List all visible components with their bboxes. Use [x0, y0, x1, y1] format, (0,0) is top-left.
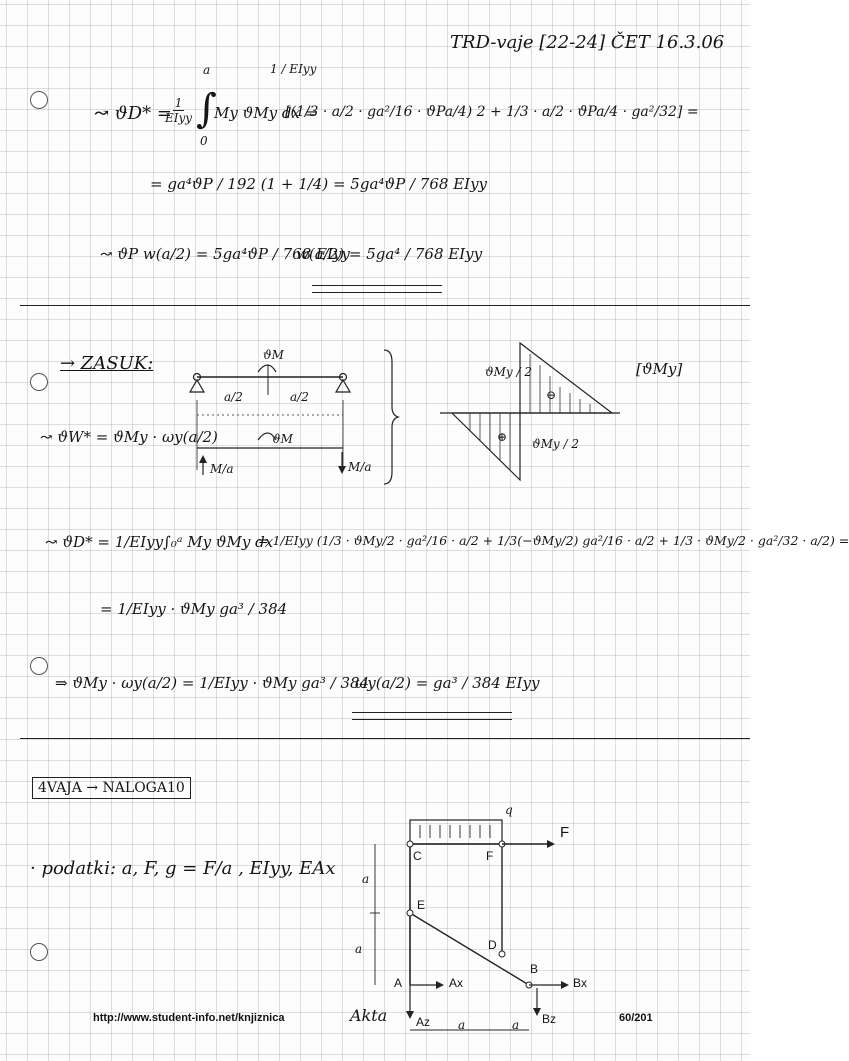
- zasuk-label: → ZASUK:: [60, 353, 154, 374]
- point-B-label: B: [530, 962, 539, 976]
- dim-a-bottom-right: a: [512, 1018, 520, 1032]
- eq4-integral: ∫₀ᵃ My 𝜗My dx: [163, 533, 274, 551]
- point-E-label: E: [417, 898, 426, 912]
- span-left-label: a/2: [224, 390, 243, 404]
- eq4-rhs: = 1/EIyy (1/3 · 𝜗My/2 · ga²/16 · a/2 + 1/3(−𝜗My/2) ga²/16 · a/2 + 1/3 · 𝜗My/2 · ga²/32 · a/2) =: [258, 533, 849, 548]
- dim-a-upper: a: [362, 872, 370, 886]
- beam-moment-label: 𝜗M: [263, 348, 284, 362]
- eq-virtual-work: ↝ 𝜗W* = 𝜗My · ωy(a/2): [40, 428, 218, 446]
- load-q-label: q: [505, 803, 513, 817]
- eq1-integral-sign: ∫: [196, 86, 217, 132]
- sign-plus: ⊕: [497, 430, 508, 444]
- dim-a-bottom-left: a: [458, 1018, 466, 1032]
- eq1-int-upper: a: [203, 63, 211, 77]
- beam2-moment-label: 𝜗M: [272, 432, 293, 446]
- reaction-Ax-label: Ax: [449, 976, 464, 990]
- eq6-right: ωy(a/2) = ga³ / 384 EIyy: [355, 674, 540, 692]
- eq3-right: w(a/2) = 5ga⁴ / 768 EIyy: [296, 245, 483, 263]
- task-box-label: 4VAJA → NALOGA10: [32, 777, 191, 799]
- eq3-left: ↝ 𝜗P w(a/2) = 5ga⁴𝜗P / 768 EIyy: [100, 245, 350, 263]
- eq1-overbar: 1 / EIyy: [270, 62, 317, 76]
- eq1-int-lower: 0: [200, 134, 208, 148]
- given-data-line: · podatki: a, F, g = F/a , EIyy, EAx: [30, 858, 336, 879]
- footer-url[interactable]: http://www.student-info.net/knjiznica: [93, 1012, 285, 1024]
- footer-signature: Akta: [350, 1006, 388, 1025]
- eq2: = ga⁴𝜗P / 192 (1 + 1/4) = 5ga⁴𝜗P / 768 EIyy: [150, 175, 488, 193]
- diagram-bottom-value: 𝜗My / 2: [532, 437, 579, 451]
- force-F-label: F: [560, 824, 570, 841]
- point-D-label: D: [488, 938, 497, 952]
- eq1-lhs: ↝ 𝜗D* =: [94, 103, 172, 124]
- sign-minus: ⊖: [546, 388, 557, 402]
- eq4-lhs: ↝ 𝜗D* = 1/EIyy: [45, 533, 164, 551]
- point-C-label: C: [413, 849, 422, 863]
- reaction-Az-label: Az: [416, 1015, 431, 1029]
- eq6-result-underline: [352, 712, 512, 720]
- point-F-label: F: [486, 849, 494, 863]
- reaction-right-label: M/a: [348, 460, 372, 474]
- point-A-label: A: [394, 976, 403, 990]
- footer-page-number: 60/201: [619, 1012, 653, 1024]
- section-divider-2: [20, 738, 750, 739]
- page-header-title: TRD-vaje [22-24] ČET 16.3.06: [450, 32, 725, 53]
- eq1-coefficient: 1 EIyy: [165, 96, 193, 125]
- eq5: = 1/EIyy · 𝜗My ga³ / 384: [100, 600, 288, 618]
- reaction-Bz-label: Bz: [542, 1012, 557, 1026]
- diagram-top-value: 𝜗My / 2: [485, 365, 532, 379]
- span-right-label: a/2: [290, 390, 309, 404]
- eq1-integrand: My 𝜗My dx =: [214, 104, 318, 122]
- diagram-label: [𝜗My]: [636, 360, 683, 378]
- reaction-left-label: M/a: [210, 462, 234, 476]
- dim-a-lower: a: [355, 942, 363, 956]
- eq1-rhs: [(1/3 · a/2 · ga²/16 · 𝜗Pa/4) 2 + 1/3 · a/2 · 𝜗Pa/4 · ga²/32] =: [285, 104, 699, 120]
- reaction-Bx-label: Bx: [573, 976, 588, 990]
- eq6-left: ⇒ 𝜗My · ωy(a/2) = 1/EIyy · 𝜗My ga³ / 384: [55, 674, 370, 692]
